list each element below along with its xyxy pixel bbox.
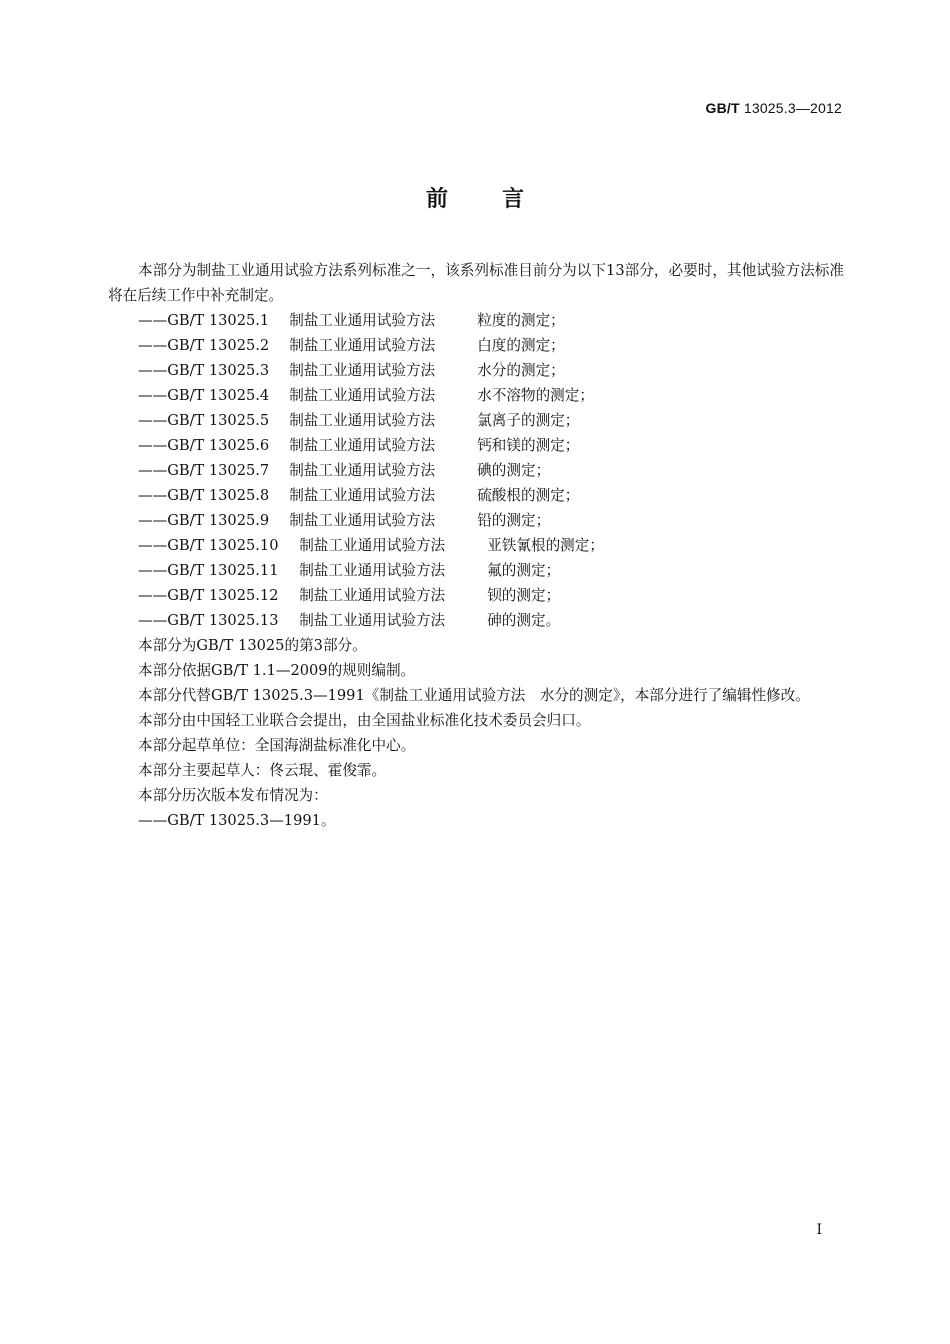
part-list-item <box>108 458 844 483</box>
part-list-item <box>108 383 844 408</box>
part-number: GB/T 13025.11 <box>167 562 279 579</box>
foreword-body <box>108 258 844 833</box>
parts-list <box>108 308 844 633</box>
proposed-by-statement: 本部分由中国轻工业联合会提出，由全国盐业标准化技术委员会归口。 <box>138 712 591 729</box>
part-topic: 亚铁氰根的测定； <box>487 537 604 554</box>
drafters-statement: 本部分主要起草人：佟云琨、霍俊霏。 <box>138 762 387 779</box>
part-topic: 粒度的测定； <box>477 312 565 329</box>
part-topic: 水不溶物的测定； <box>477 387 594 404</box>
part-method: 制盐工业通用试验方法 <box>289 462 436 479</box>
part-number: GB/T 13025.1 <box>167 312 270 329</box>
list-dash: —— <box>138 462 168 479</box>
part-list-item <box>108 558 844 583</box>
part-topic: 碘的测定； <box>477 462 551 479</box>
part-method: 制盐工业通用试验方法 <box>299 562 446 579</box>
part-list-item <box>108 508 844 533</box>
page-title: 前言 <box>425 187 578 212</box>
list-dash: —— <box>138 612 168 629</box>
part-method: 制盐工业通用试验方法 <box>289 487 436 504</box>
list-dash: —— <box>138 562 168 579</box>
drafting-rules-statement: 本部分依据GB/T 1.1—2009的规则编制。 <box>138 662 416 679</box>
list-dash: —— <box>138 512 168 529</box>
list-dash: —— <box>138 587 168 604</box>
intro-paragraph: 本部分为制盐工业通用试验方法系列标准之一，该系列标准目前分为以下13部分，必要时，其他试验方法标准将在后续工作中补充制定。 <box>108 262 844 304</box>
list-dash: —— <box>138 537 168 554</box>
part-topic: 铅的测定； <box>477 512 551 529</box>
list-dash: —— <box>138 437 168 454</box>
part-topic: 氟的测定； <box>487 562 561 579</box>
part-method: 制盐工业通用试验方法 <box>289 437 436 454</box>
part-number: GB/T 13025.3 <box>167 362 270 379</box>
list-dash: —— <box>138 387 168 404</box>
part-number: GB/T 13025.8 <box>167 487 270 504</box>
part-list-item <box>108 433 844 458</box>
standard-prefix: GB/T <box>705 100 740 116</box>
part-of-statement: 本部分为GB/T 13025的第3部分。 <box>138 637 367 654</box>
document-header <box>706 100 843 116</box>
part-topic: 硫酸根的测定； <box>477 487 580 504</box>
part-number: GB/T 13025.5 <box>167 412 270 429</box>
part-number: GB/T 13025.7 <box>167 462 270 479</box>
list-dash: —— <box>138 412 168 429</box>
replaces-statement: 本部分代替GB/T 13025.3—1991《制盐工业通用试验方法 水分的测定》，本部分进行了编辑性修改。 <box>138 687 810 704</box>
page-number: I <box>816 1222 822 1238</box>
part-method: 制盐工业通用试验方法 <box>299 537 446 554</box>
part-list-item <box>108 408 844 433</box>
part-list-item <box>108 358 844 383</box>
part-number: GB/T 13025.12 <box>167 587 279 604</box>
part-list-item <box>108 308 844 333</box>
part-number: GB/T 13025.2 <box>167 337 270 354</box>
standard-code: 13025.3—2012 <box>743 100 842 116</box>
part-number: GB/T 13025.13 <box>167 612 279 629</box>
part-list-item <box>108 583 844 608</box>
part-list-item <box>108 533 844 558</box>
part-topic: 白度的测定； <box>477 337 565 354</box>
part-list-item <box>108 333 844 358</box>
part-list-item <box>108 608 844 633</box>
history-intro: 本部分历次版本发布情况为： <box>138 787 328 804</box>
part-topic: 钡的测定； <box>487 587 561 604</box>
part-number: GB/T 13025.9 <box>167 512 270 529</box>
part-method: 制盐工业通用试验方法 <box>289 337 436 354</box>
part-number: GB/T 13025.6 <box>167 437 270 454</box>
drafting-unit-statement: 本部分起草单位：全国海湖盐标准化中心。 <box>138 737 416 754</box>
part-topic: 氯离子的测定； <box>477 412 580 429</box>
list-dash: —— <box>138 487 168 504</box>
part-method: 制盐工业通用试验方法 <box>299 587 446 604</box>
list-dash: —— <box>138 362 168 379</box>
part-method: 制盐工业通用试验方法 <box>289 312 436 329</box>
part-number: GB/T 13025.4 <box>167 387 270 404</box>
part-method: 制盐工业通用试验方法 <box>299 612 446 629</box>
part-topic: 钙和镁的测定； <box>477 437 580 454</box>
history-item: ——GB/T 13025.3—1991。 <box>138 812 336 829</box>
part-method: 制盐工业通用试验方法 <box>289 387 436 404</box>
part-method: 制盐工业通用试验方法 <box>289 362 436 379</box>
part-list-item <box>108 483 844 508</box>
part-number: GB/T 13025.10 <box>167 537 279 554</box>
part-topic: 砷的测定。 <box>487 612 561 629</box>
part-method: 制盐工业通用试验方法 <box>289 412 436 429</box>
part-topic: 水分的测定； <box>477 362 565 379</box>
list-dash: —— <box>138 337 168 354</box>
part-method: 制盐工业通用试验方法 <box>289 512 436 529</box>
list-dash: —— <box>138 312 168 329</box>
